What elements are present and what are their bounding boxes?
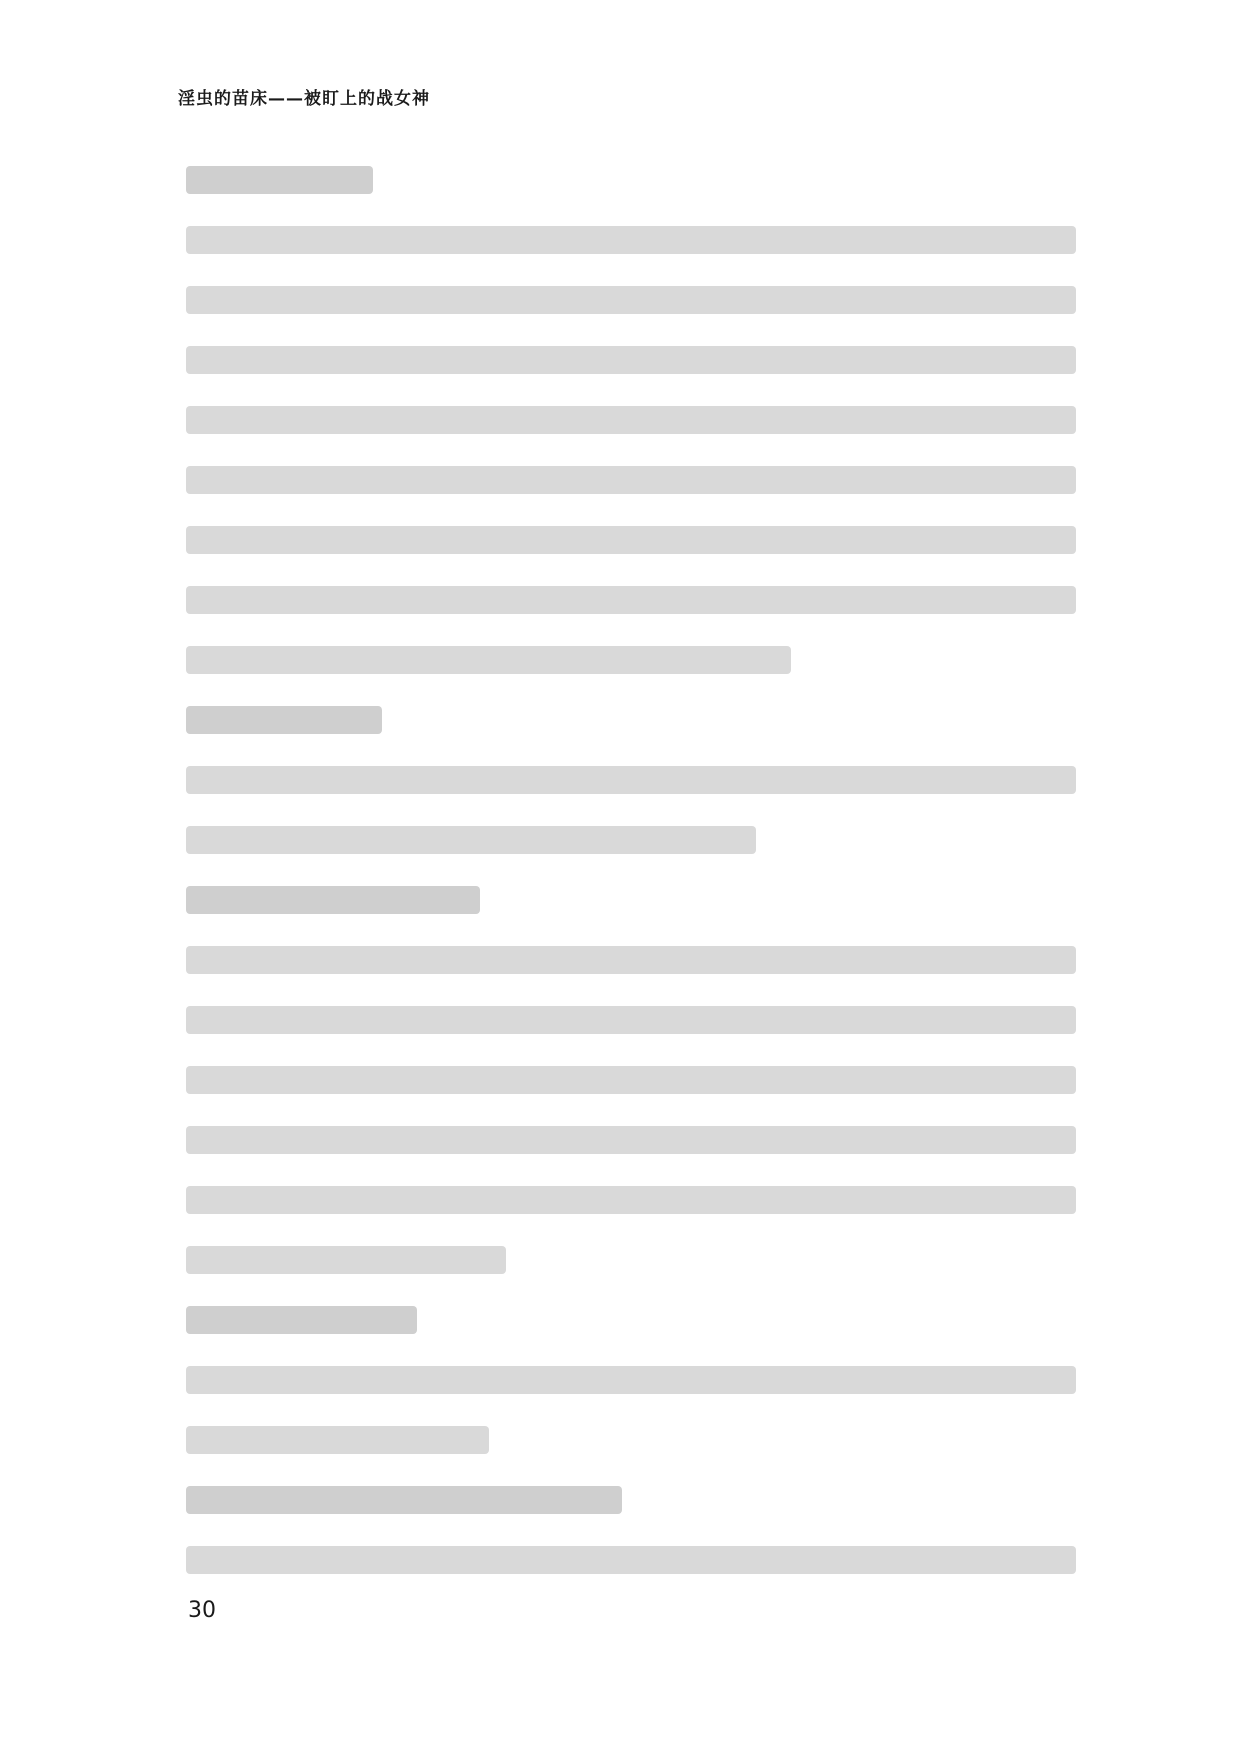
redacted-text-line bbox=[186, 1530, 1076, 1590]
redacted-text-bar bbox=[186, 1186, 1076, 1214]
redacted-text-bar bbox=[186, 766, 1076, 794]
body-text-redacted bbox=[186, 150, 1076, 1590]
redacted-text-bar bbox=[186, 1066, 1076, 1094]
paragraph-dialogue bbox=[186, 150, 1076, 210]
redacted-text-bar bbox=[186, 826, 756, 854]
redacted-text-bar bbox=[186, 1546, 1076, 1574]
redacted-text-line bbox=[186, 1290, 1076, 1350]
redacted-text-line bbox=[186, 210, 1076, 270]
redacted-text-line bbox=[186, 1470, 1076, 1530]
redacted-text-line bbox=[186, 1230, 1076, 1290]
redacted-text-bar bbox=[186, 406, 1076, 434]
redacted-text-line bbox=[186, 1110, 1076, 1170]
redacted-text-bar bbox=[186, 166, 373, 194]
redacted-text-bar bbox=[186, 1486, 622, 1514]
redacted-text-bar bbox=[186, 286, 1076, 314]
redacted-text-line bbox=[186, 390, 1076, 450]
redacted-text-bar bbox=[186, 1306, 417, 1334]
paragraph-narrative bbox=[186, 930, 1076, 1290]
redacted-text-bar bbox=[186, 886, 480, 914]
paragraph-dialogue bbox=[186, 690, 1076, 750]
paragraph-dialogue bbox=[186, 870, 1076, 930]
redacted-text-line bbox=[186, 1170, 1076, 1230]
redacted-text-bar bbox=[186, 646, 791, 674]
paragraph-narrative bbox=[186, 1530, 1076, 1590]
redacted-text-line bbox=[186, 450, 1076, 510]
redacted-text-line bbox=[186, 870, 1076, 930]
redacted-text-line bbox=[186, 1050, 1076, 1110]
redacted-text-bar bbox=[186, 706, 382, 734]
redacted-text-bar bbox=[186, 946, 1076, 974]
redacted-text-line bbox=[186, 690, 1076, 750]
redacted-text-line bbox=[186, 510, 1076, 570]
redacted-text-bar bbox=[186, 1366, 1076, 1394]
redacted-text-line bbox=[186, 1350, 1076, 1410]
page-number: 30 bbox=[188, 1598, 216, 1623]
redacted-text-bar bbox=[186, 226, 1076, 254]
paragraph-dialogue bbox=[186, 1290, 1076, 1350]
redacted-text-line bbox=[186, 570, 1076, 630]
redacted-text-bar bbox=[186, 1126, 1076, 1154]
redacted-text-line bbox=[186, 330, 1076, 390]
redacted-text-bar bbox=[186, 526, 1076, 554]
redacted-text-line bbox=[186, 270, 1076, 330]
redacted-text-line bbox=[186, 1410, 1076, 1470]
redacted-text-line bbox=[186, 150, 1076, 210]
redacted-text-line bbox=[186, 630, 1076, 690]
redacted-text-bar bbox=[186, 466, 1076, 494]
redacted-text-line bbox=[186, 810, 1076, 870]
redacted-text-line bbox=[186, 750, 1076, 810]
redacted-text-line bbox=[186, 990, 1076, 1050]
paragraph-narrative bbox=[186, 210, 1076, 690]
redacted-text-bar bbox=[186, 1246, 506, 1274]
redacted-text-line bbox=[186, 930, 1076, 990]
running-header-title: 淫虫的苗床——被盯上的战女神 bbox=[178, 89, 430, 109]
redacted-text-bar bbox=[186, 346, 1076, 374]
redacted-text-bar bbox=[186, 586, 1076, 614]
paragraph-narrative bbox=[186, 1350, 1076, 1470]
redacted-text-bar bbox=[186, 1426, 489, 1454]
paragraph-dialogue bbox=[186, 1470, 1076, 1530]
redacted-text-bar bbox=[186, 1006, 1076, 1034]
paragraph-narrative bbox=[186, 750, 1076, 870]
